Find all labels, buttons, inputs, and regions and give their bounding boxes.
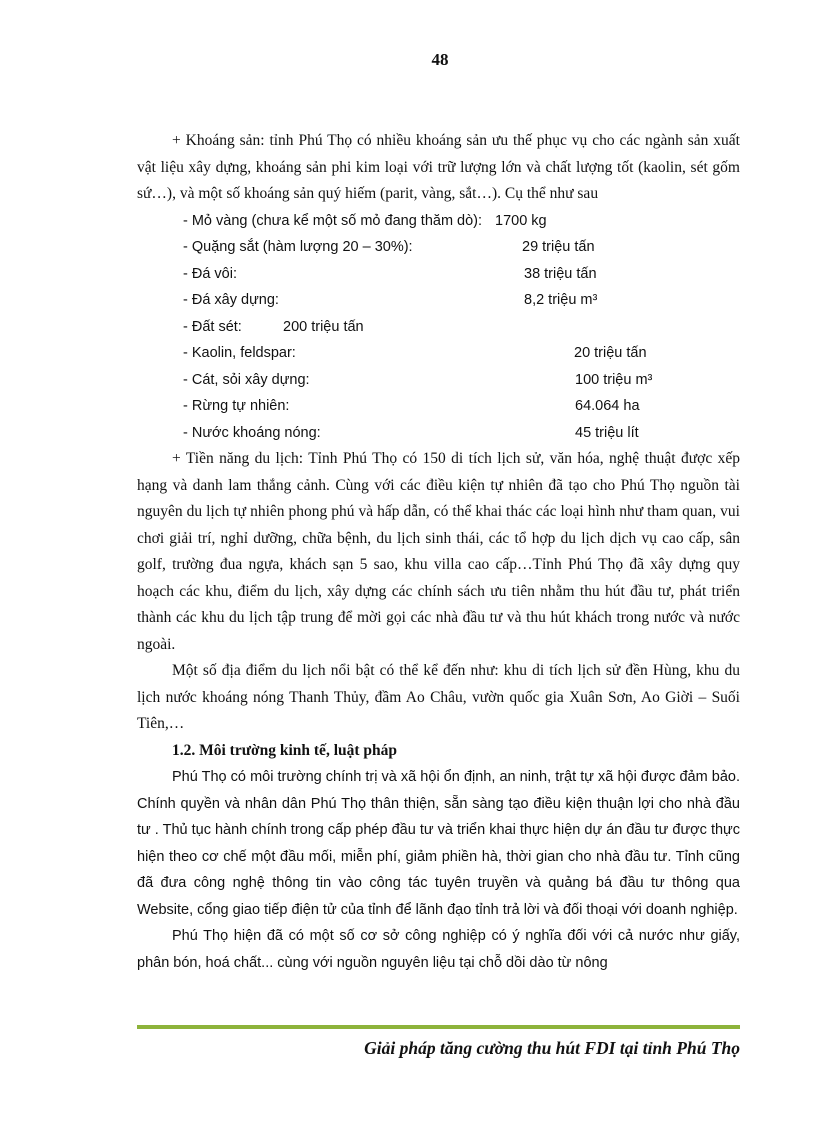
page-body bbox=[137, 128, 740, 976]
mineral-value: 38 triệu tấn bbox=[524, 265, 597, 282]
page-number: 48 bbox=[431, 50, 449, 69]
list-item bbox=[137, 340, 740, 367]
list-item bbox=[137, 261, 740, 288]
minerals-list bbox=[137, 208, 740, 447]
paragraph-sites: Một số địa điểm du lịch nổi bật có thể kể đến như: khu di tích lịch sử đền Hùng, khu du lịch nước khoáng nóng Thanh Thủy, đầm Ao Châu, vườn quốc gia Xuân Sơn, Ao Giời – Suối Tiên,… bbox=[137, 662, 740, 732]
mineral-value: 29 triệu tấn bbox=[522, 239, 595, 255]
paragraph-tourism: + Tiền năng du lịch: Tỉnh Phú Thọ có 150 di tích lịch sử, văn hóa, nghệ thuật được xếp hạng và danh lam thắng cảnh. Cùng với các điều kiện tự nhiên đã tạo cho Phú Thọ nguồn tài nguyên du lịch tự nhiên phong phú và hấp dẫn, có thể khai thác các loại hình như tham quan, vui chơi giải trí, nghỉ dưỡng, chữa bệnh, du lịch sinh thái, các tổ hợp du lịch dịch vụ cao cấp, sân golf, trường đua ngựa, khách sạn 5 sao, khu villa cao cấp…Tỉnh Phú Thọ đã xây dựng quy hoạch các khu, điểm du lịch, xây dựng các chính sách ưu tiên nhằm thu hút đầu tư, phát triển thành các khu du lịch tập trung để mời gọi các nhà đầu tư và thu hút khách trong nước và nước ngoài. bbox=[137, 450, 740, 653]
mineral-name: - Nước khoáng nóng: bbox=[183, 424, 321, 441]
mineral-name: - Quặng sắt (hàm lượng 20 – 30%): bbox=[183, 239, 413, 255]
mineral-name: - Rừng tự nhiên: bbox=[183, 398, 290, 414]
mineral-value: 8,2 triệu m³ bbox=[524, 292, 598, 308]
mineral-name: - Đá xây dựng: bbox=[183, 292, 279, 308]
section-heading: 1.2. Môi trường kinh tế, luật pháp bbox=[172, 741, 398, 759]
paragraph-industry: Phú Thọ hiện đã có một số cơ sở công nghiệp có ý nghĩa đối với cả nước như giấy, phân bón, hoá chất... cùng với nguồn nguyên liệu tại chỗ dồi dào từ nông bbox=[137, 928, 740, 971]
mineral-value: 64.064 ha bbox=[575, 398, 640, 414]
mineral-value: 100 triệu m³ bbox=[575, 371, 653, 388]
mineral-value: 45 triệu lít bbox=[575, 424, 639, 441]
list-item bbox=[137, 314, 740, 341]
list-item bbox=[137, 367, 740, 394]
mineral-value: 200 triệu tấn bbox=[283, 318, 364, 335]
list-item bbox=[137, 208, 740, 235]
footer-title: Giải pháp tăng cường thu hút FDI tại tỉnh Phú Thọ bbox=[364, 1038, 740, 1058]
mineral-name: - Kaolin, feldspar: bbox=[183, 345, 296, 361]
mineral-name: - Mỏ vàng (chưa kể một số mỏ đang thăm dò): bbox=[183, 212, 483, 229]
list-item bbox=[137, 393, 740, 420]
mineral-value: 1700 kg bbox=[495, 212, 547, 229]
paragraph-minerals-intro: + Khoáng sản: tỉnh Phú Thọ có nhiều khoáng sản ưu thế phục vụ cho các ngành sản xuất vật liệu xây dựng, khoáng sản phi kim loại với trữ lượng lớn và chất lượng tốt (kaolin, sét gốm sứ…), và một số khoáng sản quý hiếm (parit, vàng, sắt…). Cụ thể như sau bbox=[137, 132, 740, 202]
mineral-name: - Cát, sỏi xây dựng: bbox=[183, 371, 310, 388]
list-item bbox=[137, 287, 740, 314]
footer-divider bbox=[137, 1025, 740, 1029]
paragraph-environment: Phú Thọ có môi trường chính trị và xã hội ổn định, an ninh, trật tự xã hội được đảm bảo. Chính quyền và nhân dân Phú Thọ thân thiện, sẵn sàng tạo điều kiện thuận lợi cho nhà đầu tư . Thủ tục hành chính trong cấp phép đầu tư và triển khai thực hiện dự án đầu tư được thực hiện theo cơ chế một đầu mối, miễn phí, giảm phiền hà, thời gian cho nhà đầu tư. Tỉnh cũng đã đưa công nghệ thông tin vào công tác tuyên truyền và quảng bá đầu tư thông qua Website, cổng giao tiếp điện tử của tỉnh để lãnh đạo tỉnh trả lời và đối thoại với doanh nghiệp. bbox=[137, 769, 740, 918]
mineral-name: - Đất sét: bbox=[183, 318, 242, 335]
mineral-value: 20 triệu tấn bbox=[574, 345, 647, 361]
mineral-name: - Đá vôi: bbox=[183, 265, 237, 282]
list-item bbox=[137, 420, 740, 447]
list-item bbox=[137, 234, 740, 261]
